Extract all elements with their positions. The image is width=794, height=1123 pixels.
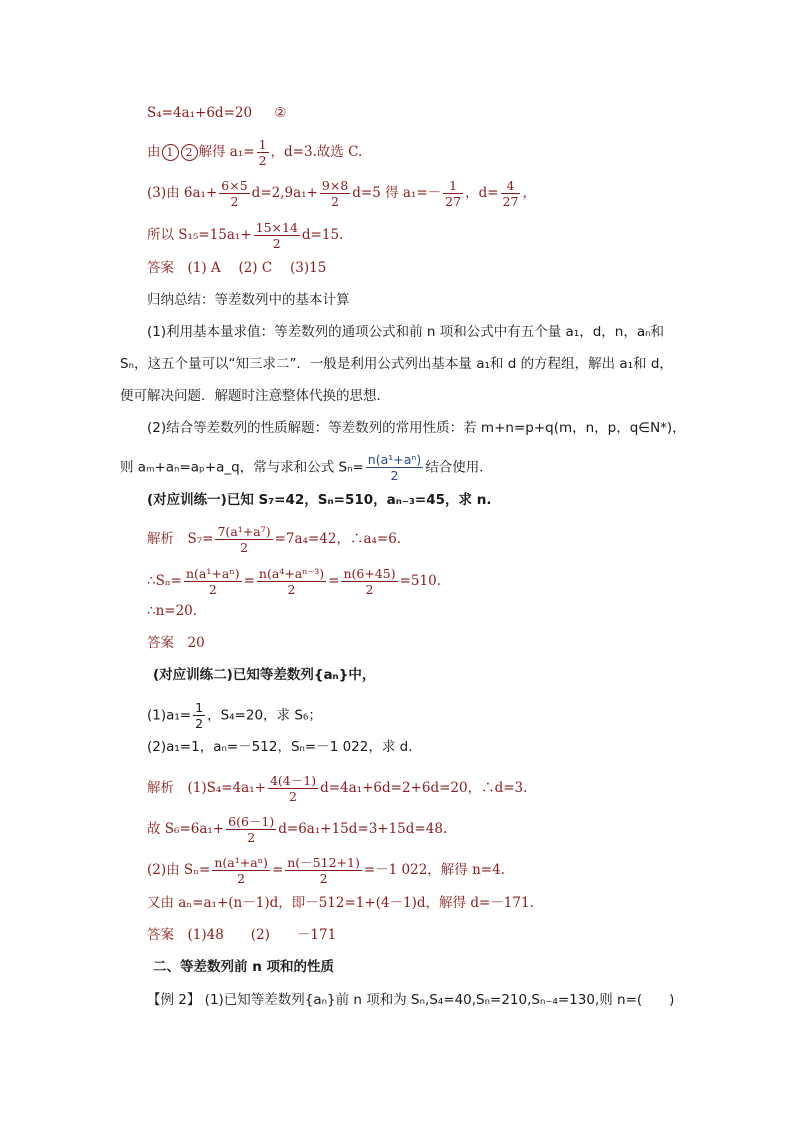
exercise-1-analysis <box>147 524 401 555</box>
fraction: $\frac{1}{2}$ <box>258 137 267 168</box>
text-segment: 解析 S₇= <box>147 531 214 547</box>
summary-heading: 归纳总结：等差数列中的基本计算 <box>147 292 350 308</box>
text-segment: 由 <box>147 144 161 160</box>
answer-line: 答案 (1) A (2) C (3)15 <box>147 260 327 276</box>
summary-paragraph-2-cont <box>120 452 493 483</box>
text-segment: d=5 得 a₁=－ <box>352 185 442 201</box>
exercise-2-part2: (2)a₁=1，aₙ=－512，Sₙ=－1 022，求 d. <box>147 739 413 755</box>
fraction: $\frac{\text{n(a¹+aⁿ)}}{2}$ <box>186 566 240 597</box>
text-segment: = <box>271 862 284 878</box>
text-segment: ，d= <box>465 185 499 201</box>
exercise-1-answer: 答案 20 <box>147 635 205 651</box>
text-segment: =510. <box>399 573 441 589</box>
fraction: $\frac{9\times 8}{2}$ <box>321 178 349 209</box>
text-segment: 故 S₆=6a₁+ <box>147 821 225 837</box>
exercise-2-prompt: (对应训练二)已知等差数列{aₙ}中， <box>153 667 376 683</box>
fraction: $\frac{n(6+45)}{2}$ <box>343 566 396 597</box>
text-segment: d=6a₁+15d=3+15d=48. <box>278 821 448 837</box>
fraction: $\frac{\text{n(a¹+aⁿ)}}{2}$ <box>367 452 422 483</box>
exercise-2-analysis-1 <box>147 773 527 804</box>
summary-paragraph-2: (2)结合等差数列的性质解题：等差数列的常用性质：若 m+n=p+q(m，n，p，q∈N*)， <box>147 420 686 436</box>
circled-number: 2 <box>181 144 198 161</box>
fraction: $\frac{6\times 5}{2}$ <box>221 178 248 209</box>
text-segment: ， <box>522 185 536 201</box>
fraction: $\frac{1}{2}$ <box>195 700 204 731</box>
fraction: $\frac{n(-512+1)}{2}$ <box>287 855 360 886</box>
exercise-2-s6-line <box>147 814 447 845</box>
exercise-1-sn-line <box>147 566 441 597</box>
summary-paragraph-1-cont: Sₙ，这五个量可以“知三求二”．一般是利用公式列出基本量 a₁和 d 的方程组，解出 a₁和 d， <box>120 356 673 372</box>
exercise-2-analysis-2 <box>147 855 505 886</box>
text-segment: 结合使用． <box>425 459 493 476</box>
text-segment: ，S₄=20，求 S₆； <box>207 707 322 724</box>
fraction: $\frac{1}{27}$ <box>445 178 462 209</box>
text-segment: =－1 022，解得 n=4. <box>363 862 505 878</box>
circled-number: 1 <box>162 144 179 161</box>
text-segment: 则 aₘ+aₙ=aₚ+a_q，常与求和公式 Sₙ= <box>120 459 364 476</box>
text-segment: d=4a₁+6d=2+6d=20，∴d=3. <box>320 780 528 796</box>
s15-line <box>147 220 343 251</box>
text-segment: = <box>243 573 255 589</box>
text-segment: =7a₄=42，∴a₄=6. <box>274 531 402 547</box>
fraction: $\frac{15\times 14}{2}$ <box>255 220 298 251</box>
example-2-prompt: 【例 2】 (1)已知等差数列{aₙ}前 n 项和为 Sₙ,S₄=40,Sₙ=210,Sₙ₋₄=130,则 n=( ) <box>147 992 675 1008</box>
text-segment: d=15. <box>301 227 344 243</box>
exercise-2-part1 <box>147 700 322 731</box>
part3-solution-line <box>147 178 536 209</box>
exercise-1-n-result: ∴n=20. <box>147 603 198 619</box>
summary-paragraph-1: (1)利用基本量求值：等差数列的通项公式和前 n 项和公式中有五个量 a₁，d，n，aₙ和 <box>147 324 665 340</box>
solve-a1-d-line <box>147 137 362 168</box>
summary-paragraph-1-end: 便可解决问题．解题时注意整体代换的思想． <box>120 388 390 404</box>
text-segment: (1)a₁= <box>147 707 192 724</box>
fraction: $\frac{\text{n(a⁴+aⁿ⁻³)}}{2}$ <box>258 566 325 597</box>
text-segment: ，d=3.故选 C. <box>270 144 363 160</box>
exercise-2-answer: 答案 (1)48 (2) －171 <box>147 927 337 943</box>
text-segment: ∴Sₙ= <box>147 573 182 589</box>
text-segment: 所以 S₁₅=15a₁+ <box>147 227 252 243</box>
fraction: $\frac{\text{n(a¹+aⁿ)}}{2}$ <box>214 855 268 886</box>
fraction: $\frac{4}{27}$ <box>502 178 519 209</box>
exercise-1-prompt: (对应训练一)已知 S₇=42，Sₙ=510，aₙ₋₃=45，求 n. <box>147 492 492 508</box>
section-heading: 二、等差数列前 n 项和的性质 <box>153 959 335 975</box>
text-segment: 解析 (1)S₄=4a₁+ <box>147 780 266 796</box>
text-segment: d=2,9a₁+ <box>251 185 318 201</box>
text-segment: (2)由 Sₙ= <box>147 862 211 878</box>
fraction: $\frac{6(6-1)}{2}$ <box>228 814 275 845</box>
circled-number: ② <box>274 105 287 121</box>
equation-s4 <box>147 103 286 123</box>
fraction: $\frac{\text{7(a¹+a⁷)}}{2}$ <box>217 524 271 555</box>
text-segment: = <box>328 573 340 589</box>
text-segment: (3)由 6a₁+ <box>147 185 218 201</box>
exercise-2-d-line: 又由 aₙ=a₁+(n－1)d，即－512=1+(4－1)d，解得 d=－171. <box>147 895 534 911</box>
text-segment: 解得 a₁= <box>198 144 255 160</box>
fraction: $\frac{4(4-1)}{2}$ <box>269 773 317 804</box>
equation-text: S₄=4a₁+6d=20 <box>147 105 253 121</box>
